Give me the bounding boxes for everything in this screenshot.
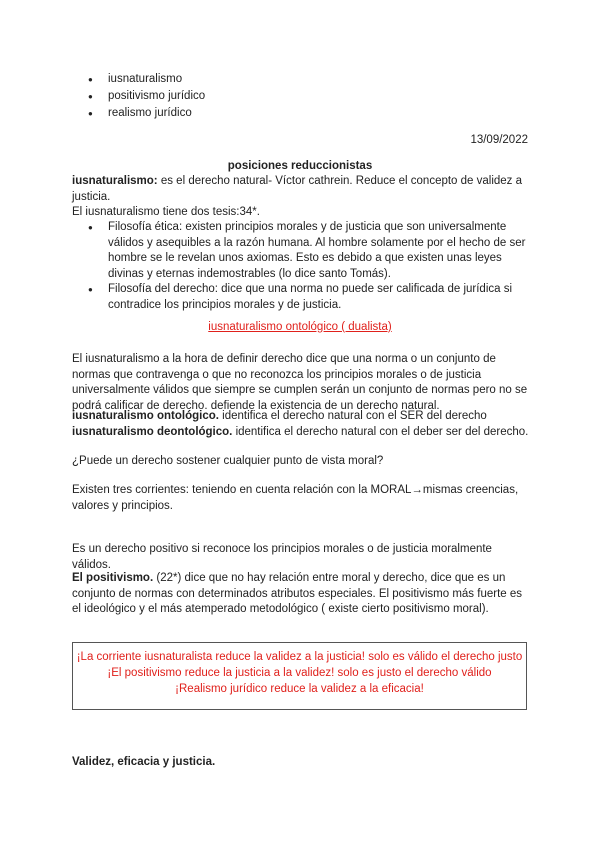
subheading-link[interactable] (0, 320, 600, 336)
ontologico-term: iusnaturalismo ontológico. (72, 410, 219, 422)
date: 13/09/2022 (470, 134, 528, 146)
final-heading: Validez, eficacia y justicia. (72, 756, 216, 768)
positivismo-text: (22*) dice que no hay relación entre moral y derecho, dice que es un conjunto de normas con determinados atributos especiales. El positivismo más fuerte es el ideológico y el más atemperado metodológico ( existe cierto positivismo moral). (72, 572, 523, 615)
box-line: ¡La corriente iusnaturalista reduce la validez a la justicia! solo es válido el derecho justo (76, 651, 523, 663)
positivismo-paragraph (72, 571, 532, 618)
list-item: ● iusnaturalismo (88, 71, 205, 88)
positivo-paragraph: Es un derecho positivo si reconoce los principios morales o de justicia moralmente válidos. (72, 543, 492, 571)
list-item: ● realismo jurídico (88, 105, 205, 122)
deontologico-term: iusnaturalismo deontológico. (72, 426, 233, 438)
summary-box (72, 642, 527, 710)
intro-term: iusnaturalismo: (72, 175, 158, 187)
list-item: ● Filosofía ética: existen principios morales y de justicia que son universalmente válidos y asequibles a la razón humana. Al hombre solamente por el hecho de ser hombre se le revelan unos axiomas. Esto es debido a que existen unas leyes divinas y eternas indemostrables (lo dice santo Tomás). (88, 220, 532, 282)
deontologico-text: identifica el derecho natural con el deber ser del derecho. (232, 426, 529, 438)
ontologico-text: identifica el derecho natural con el SER del derecho (218, 410, 487, 422)
box-line: ¡Realismo jurídico reduce la validez a la eficacia! (175, 683, 424, 695)
intro-text: es el derecho natural- Víctor cathrein. Reduce el concepto de validez a justicia. (72, 175, 523, 203)
paragraph-definicion: El iusnaturalismo a la hora de definir derecho dice que una norma o un conjunto de normas que contravenga o que no reconozca los principios morales o de justicia universalmente válidos que siempre se cumplen serán un conjunto de normas pero no se podrá calificar de derecho. defiende la existencia de un derecho natural. (72, 353, 528, 412)
positivismo-term: El positivismo. (72, 572, 154, 584)
tesis-intro: El iusnaturalismo tiene dos tesis:34*. (72, 206, 260, 218)
question: ¿Puede un derecho sostener cualquier punto de vista moral? (72, 455, 384, 467)
ontologico-line (72, 409, 532, 425)
deontologico-line (72, 425, 532, 441)
list-item: ● Filosofía del derecho: dice que una norma no puede ser calificada de jurídica si contradice los principios morales y de justicia. (88, 282, 532, 313)
list-item: ● positivismo jurídico (88, 88, 205, 105)
box-line: ¡El positivismo reduce la justicia a la validez! solo es justo el derecho válido (107, 667, 492, 679)
subheading-text: iusnaturalismo ontológico ( dualista) (208, 321, 392, 333)
corrientes-paragraph: Existen tres corrientes: teniendo en cuenta relación con la MORAL→mismas creencias, valores y principios. (72, 484, 519, 512)
topics-list (88, 71, 205, 122)
section-heading: posiciones reduccionistas (227, 160, 373, 172)
intro-paragraph (72, 174, 532, 205)
tesis-list (88, 220, 532, 313)
